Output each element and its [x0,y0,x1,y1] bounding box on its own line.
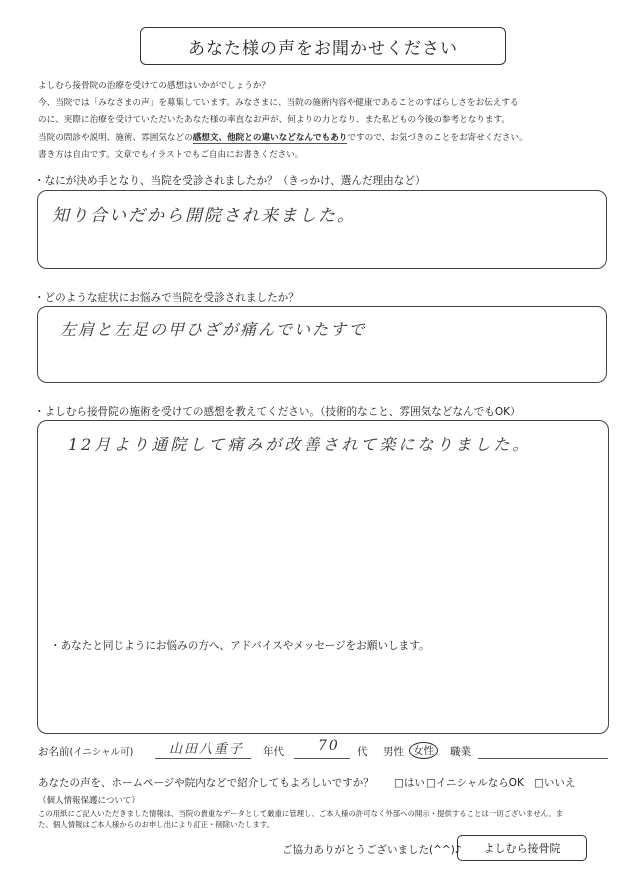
age-label: 年代 [263,746,284,758]
consent-question: あなたの声を、ホームページや院内などで紹介してもよろしいですか？ [38,777,374,789]
male-option[interactable]: 男性 [383,746,404,758]
intro-emphasis: 感想文、他院との違いなどなんでもあり [192,132,348,143]
clinic-name: よしむら接骨院 [457,835,587,861]
age-suffix: 代 [357,746,368,758]
consent-initial-checkbox[interactable]: □イニシャルならOK [426,777,524,789]
intro-text [38,78,608,164]
name-hint: (イニシャル可) [69,747,134,758]
job-label: 職業 [450,746,471,758]
intro-text-segment: 当院の問診や説明、施術、雰囲気などの [38,132,193,143]
intro-line: のに、実際に治療を受けていただいたあなた様の率直なお声が、何よりの力となり、また私どもの今後の参考となります。 [38,115,510,126]
answer-box-2[interactable] [37,306,607,383]
answer-1-text: 知り合いだから開院され来ました。 [52,206,356,226]
age-value: 70 [318,738,340,754]
intro-line: よしむら接骨院の治療を受けての感想はいかがでしょうか？ [38,81,271,91]
name-label [38,744,133,759]
answer-box-3[interactable] [37,420,609,734]
answer-3-text: 12月より通院して痛みが改善されて楽になりました。 [68,435,532,454]
intro-line: 書き方は自由です。文章でもイラストでもご自由にお書きください。 [38,149,304,160]
question-1: ・なにが決め手となり、当院を受診されましたか？（きっかけ、選んだ理由など） [34,175,426,187]
consent-no-checkbox[interactable]: □いいえ [534,777,576,789]
name-value: 山田八重子 [169,742,245,757]
question-4: ・あなたと同じようにお悩みの方へ、アドバイスやメッセージをお願いします。 [50,640,430,652]
answer-2-text: 左肩と左足の甲ひざが痛んでいたすで [60,320,367,339]
intro-line [38,130,608,147]
name-field[interactable] [155,740,251,759]
consent-yes-checkbox[interactable]: □はい [394,777,425,789]
age-field[interactable] [294,740,350,759]
answer-box-1[interactable] [37,190,607,269]
job-field[interactable] [478,740,608,759]
intro-text-segment: ですので、お気づきのことをお寄せください。 [347,132,528,143]
female-option-selected[interactable]: 女性 [409,742,438,759]
privacy-title: （個人情報保護について） [38,796,140,806]
intro-line: 今、当院では「みなさまの声」を募集しています。みなさまに、当院の施術内容や健康であることのすばらしさをお伝えする [38,98,519,109]
question-2: ・どのような症状にお悩みで当院を受診されましたか？ [34,292,299,304]
question-3: ・よしむら接骨院の施術を受けての感想を教えてください。（技術的なこと、雰囲気などなんでもOK） [34,406,521,418]
thanks-text: ご協力ありがとうございました(^^)♪ [282,844,462,856]
form-title: あなた様の声をお聞かせください [140,27,506,65]
name-label-text: お名前 [38,746,70,758]
privacy-line: この用紙にご記入いただきました情報は、当院の貴重なデータとして厳重に管理し、ご本人様の許可なく外部への開示・提供することは一切ございません。ま [38,809,564,818]
privacy-line: た、個人情報はご本人様からのお申し出により訂正・削除いたします。 [38,820,274,829]
